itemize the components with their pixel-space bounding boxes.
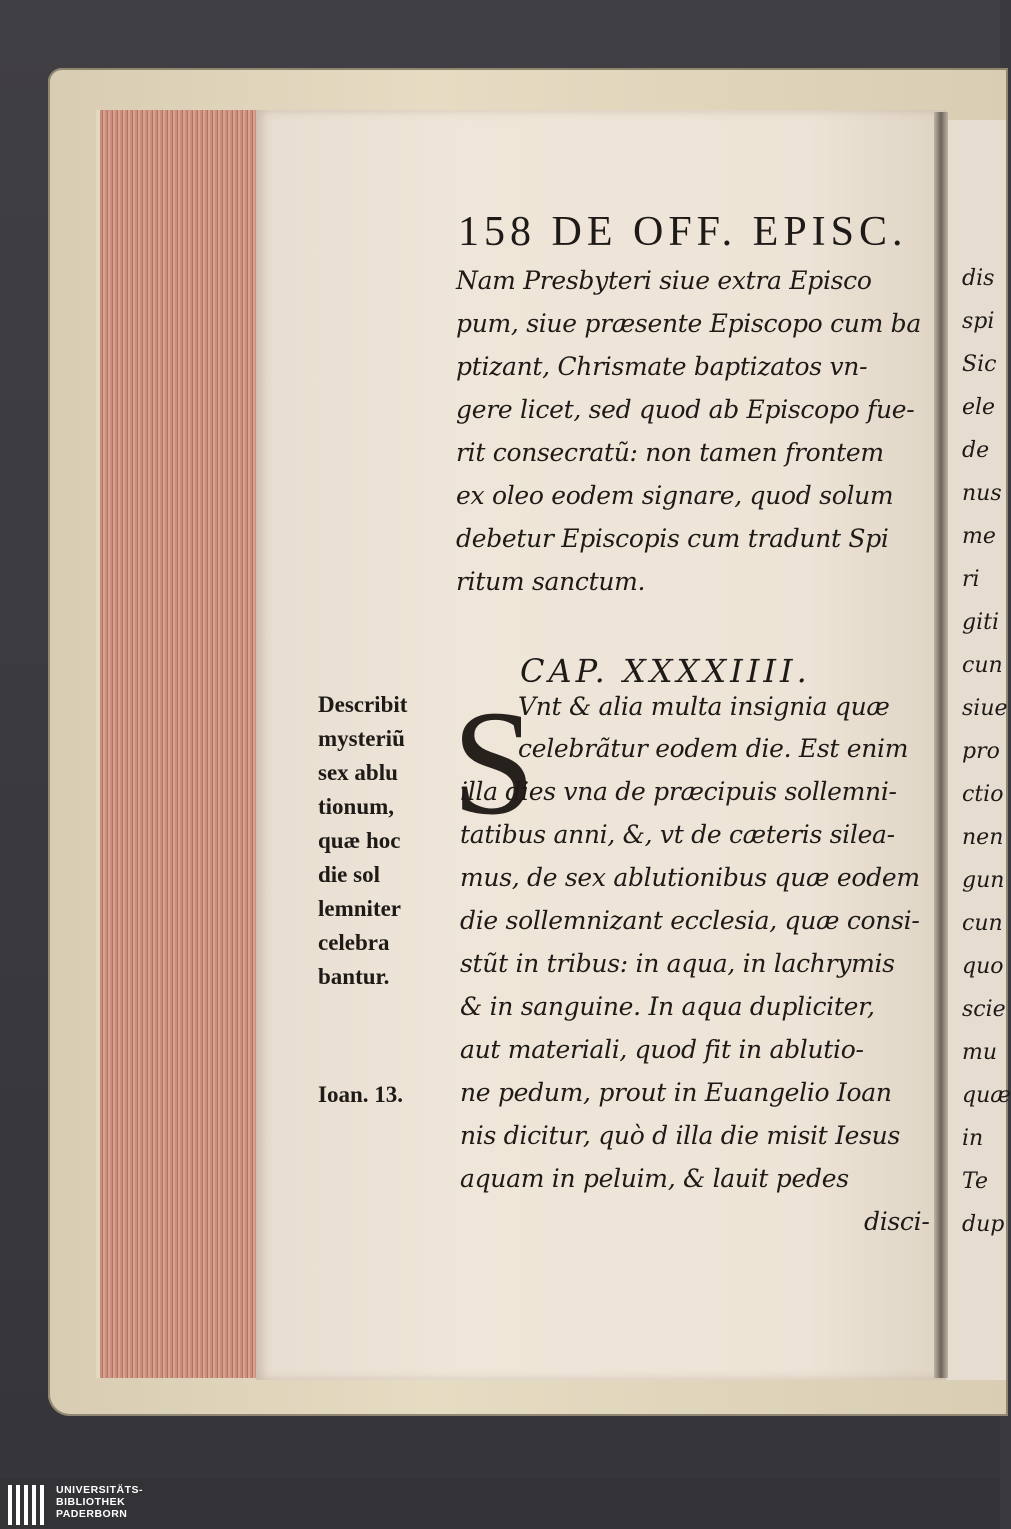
right-page-fragment: me (962, 524, 996, 549)
body-line: ptizant, Chrismate baptizatos vn- (456, 352, 868, 381)
margin-reference: Ioan. 13. (318, 1082, 403, 1107)
page-edges (96, 110, 260, 1378)
chapter-line: illa dies vna de præcipuis sollemni- (460, 777, 897, 806)
margin-note-line: die sol (318, 862, 380, 887)
body-line: Nam Presbyteri siue extra Episco (456, 266, 872, 295)
drop-cap: S (452, 680, 536, 846)
library-name-line: PADERBORN (56, 1508, 128, 1520)
margin-note-line: mysteriũ (318, 726, 405, 751)
right-page-fragment: pro (962, 739, 1000, 764)
right-page-fragment: quæ (962, 1083, 1011, 1108)
right-page-fragment: giti (962, 610, 999, 635)
chapter-line: Vnt & alia multa insignia quæ (518, 692, 890, 721)
chapter-line: aut materiali, quod fit in ablutio- (460, 1035, 864, 1064)
right-page-fragment: ele (962, 395, 996, 420)
right-page-fragment: Te (962, 1169, 988, 1194)
body-line: rit consecratũ: non tamen frontem (456, 438, 884, 467)
catchword: disci- (864, 1207, 930, 1236)
margin-note-line: quæ hoc (318, 828, 401, 853)
body-line: ex oleo eodem signare, quod solum (456, 481, 894, 510)
right-page-fragment: ctio (962, 782, 1004, 807)
chapter-line: die sollemnizant ecclesia, quæ consi- (460, 906, 920, 935)
margin-note-line: lemniter (318, 896, 402, 921)
margin-note-line: sex ablu (318, 760, 398, 785)
right-page-fragment: dis (962, 266, 995, 291)
right-page-fragment: in (962, 1126, 984, 1151)
margin-note-line: celebra (318, 930, 390, 955)
body-line: gere licet, sed quod ab Episcopo fue- (456, 395, 915, 424)
right-page-fragment: dup (962, 1212, 1005, 1237)
body-line: debetur Episcopis cum tradunt Spi (456, 524, 889, 553)
chapter-title: CAP. XXXXIIII. (520, 652, 811, 690)
right-page-fragment: de (962, 438, 990, 463)
margin-note-line: Describit (318, 692, 408, 717)
chapter-line: aquam in peluim, & lauit pedes (460, 1164, 849, 1193)
chapter-line: celebrãtur eodem die. Est enim (518, 734, 909, 763)
chapter-line: nis dicitur, quò d illa die misit Iesus (460, 1121, 900, 1150)
right-page-fragment: gun (962, 868, 1005, 893)
library-name-line: BIBLIOTHEK (56, 1496, 126, 1508)
margin-note-line: bantur. (318, 964, 390, 989)
chapter-line: & in sanguine. In aqua dupliciter, (460, 992, 875, 1021)
right-page-fragment: Sic (962, 352, 997, 377)
right-page-fragment: quo (962, 954, 1004, 979)
library-footer-bar (0, 1478, 1000, 1529)
right-page-fragment: scie (962, 997, 1006, 1022)
library-logo-icon (8, 1485, 48, 1525)
body-line: ritum sanctum. (456, 567, 646, 596)
right-page-fragment: mu (962, 1040, 998, 1065)
chapter-line: stũt in tribus: in aqua, in lachrymis (460, 949, 895, 978)
book-gutter (934, 112, 948, 1378)
running-header: 158 DE OFF. EPISC. (458, 209, 908, 255)
body-line: pum, siue præsente Episcopo cum ba (456, 309, 921, 338)
right-page-fragment: cun (962, 653, 1003, 678)
right-page-fragment: spi (962, 309, 995, 334)
chapter-line: mus, de sex ablutionibus quæ eodem (460, 863, 920, 892)
right-page-fragment: cun (962, 911, 1003, 936)
right-page-fragment: ri (962, 567, 980, 592)
right-page-fragment: siue (962, 696, 1008, 721)
library-name-line: UNIVERSITÄTS- (56, 1484, 144, 1496)
margin-note-line: tionum, (318, 794, 395, 819)
chapter-line: tatibus anni, &, vt de cæteris silea- (460, 820, 895, 849)
chapter-line: ne pedum, prout in Euangelio Ioan (460, 1078, 892, 1107)
right-page-fragment: nus (962, 481, 1002, 506)
library-name (56, 1484, 143, 1520)
right-page-fragment: nen (962, 825, 1004, 850)
